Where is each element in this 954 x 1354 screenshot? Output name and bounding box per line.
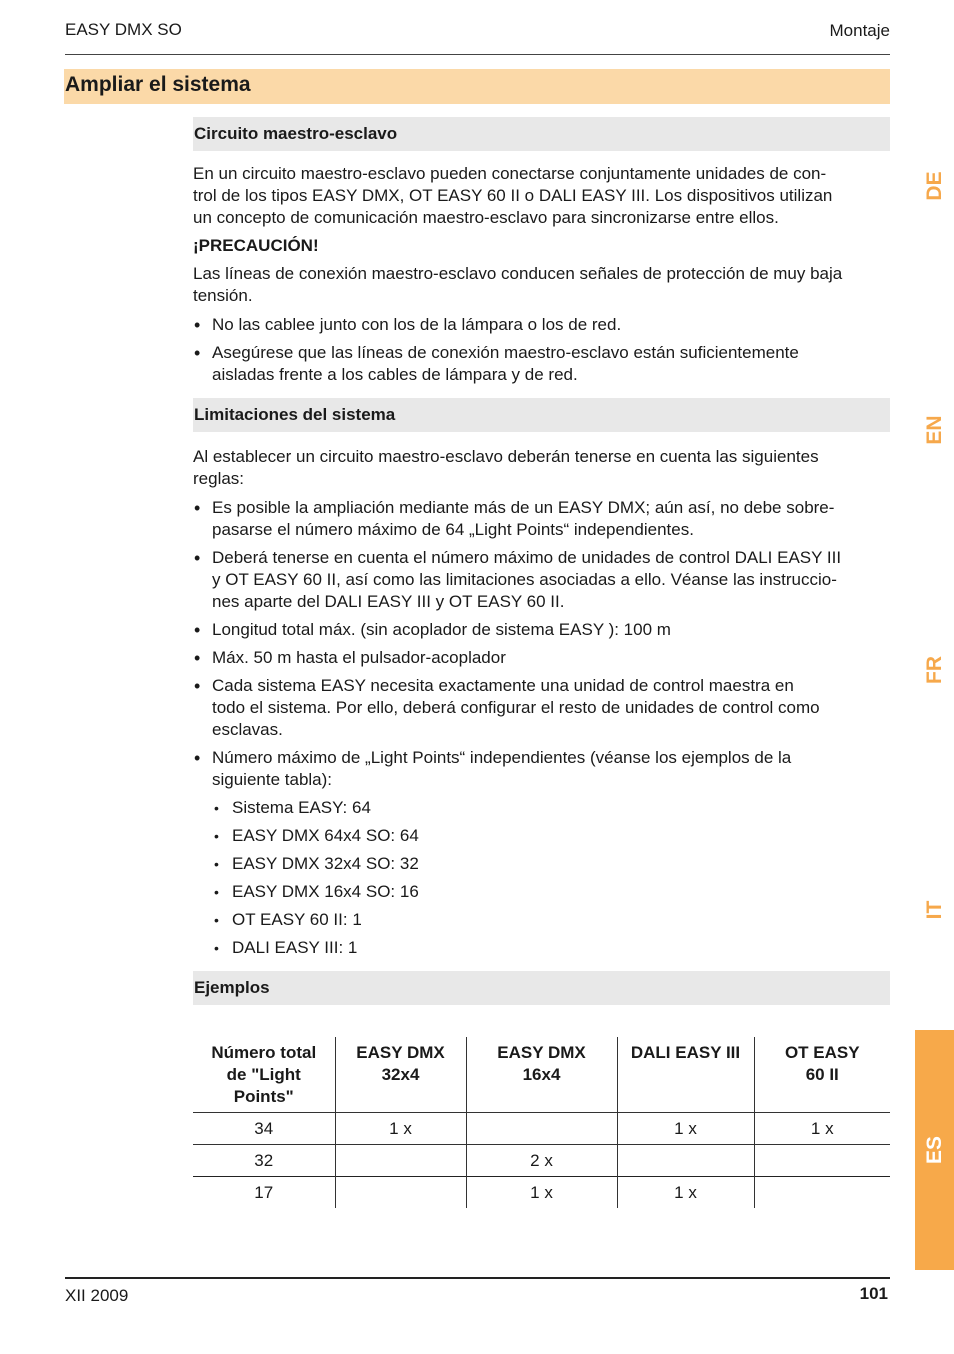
list-item — [193, 647, 890, 669]
text-line: reglas: — [193, 469, 245, 488]
list-item: • EASY DMX 32x4 SO: 32 — [193, 853, 890, 875]
tab-label: FR — [922, 656, 946, 684]
text-line: nes aparte del DALI EASY III y OT EASY 60 II. — [212, 592, 565, 611]
column-header-easy-dmx-32x4 — [335, 1037, 466, 1113]
header-divider — [65, 54, 890, 55]
language-tab-de[interactable] — [915, 66, 954, 306]
text-line: Máx. 50 m hasta el pulsador-acoplador — [212, 648, 506, 667]
subheading-master-slave: Circuito maestro-esclavo — [193, 117, 890, 151]
text-line: EASY DMX — [497, 1043, 586, 1062]
table-header-row — [193, 1037, 890, 1113]
text-line: todo el sistema. Por ello, deberá configurar el resto de unidades de control como — [212, 698, 820, 717]
text-line: y OT EASY 60 II, así como las limitaciones asociadas a ello. Véanse las instruccio- — [212, 570, 837, 589]
table-cell: 1 x — [617, 1177, 754, 1209]
text-line: OT EASY — [784, 1043, 860, 1062]
language-tab-en[interactable] — [915, 310, 954, 550]
table-cell: 1 x — [617, 1113, 754, 1145]
list-item: • EASY DMX 16x4 SO: 16 — [193, 881, 890, 903]
tab-label: IT — [922, 900, 946, 920]
list-item — [193, 314, 890, 336]
text-line: un concepto de comunicación maestro-esclavo para sincronizarse entre ellos. — [193, 208, 779, 227]
limitations-intro — [193, 446, 890, 490]
text-line: Las líneas de conexión maestro-esclavo conducen señales de protección de muy baja — [193, 264, 843, 283]
list-item — [193, 497, 890, 541]
light-points-sub-list — [193, 797, 890, 959]
text-line: 16x4 — [522, 1065, 561, 1084]
list-item — [193, 342, 890, 386]
table-cell — [335, 1145, 466, 1177]
text-line: de "Light — [226, 1065, 301, 1084]
footer-divider — [65, 1277, 890, 1279]
list-item — [193, 675, 890, 741]
page-number: 101 — [859, 1284, 888, 1303]
table-cell: 2 x — [466, 1145, 617, 1177]
text-line: DALI EASY III — [630, 1043, 741, 1062]
table-row — [193, 1145, 890, 1177]
limitations-bullet-list — [193, 497, 890, 791]
language-tab-es[interactable] — [915, 1030, 954, 1270]
list-item: • Sistema EASY: 64 — [193, 797, 890, 819]
text-line: Asegúrese que las líneas de conexión maestro-esclavo están suficientemente — [212, 343, 799, 362]
list-item: • DALI EASY III: 1 — [193, 937, 890, 959]
caution-text — [193, 263, 890, 307]
table-cell: 1 x — [335, 1113, 466, 1145]
footer-date: XII 2009 — [65, 1286, 129, 1305]
table-cell — [335, 1177, 466, 1209]
table-row — [193, 1177, 890, 1209]
subheading-limitations: Limitaciones del sistema — [193, 398, 890, 432]
text-line: Número máximo de „Light Points“ independientes (véanse los ejemplos de la — [212, 748, 792, 767]
text-line: Longitud total máx. (sin acoplador de sistema EASY ): 100 m — [212, 620, 671, 639]
table-cell: 1 x — [466, 1177, 617, 1209]
text-line: Es posible la ampliación mediante más de un EASY DMX; aún así, no debe sobre- — [212, 498, 835, 517]
list-item: • EASY DMX 64x4 SO: 64 — [193, 825, 890, 847]
examples-table — [193, 1037, 890, 1208]
text-line: No las cablee junto con los de la lámpara o los de red. — [212, 315, 622, 334]
header-product: EASY DMX SO — [65, 20, 182, 39]
text-line: Número total — [211, 1043, 317, 1062]
tab-label: EN — [922, 415, 946, 445]
table-row — [193, 1113, 890, 1145]
list-item — [193, 547, 890, 613]
subheading-examples: Ejemplos — [193, 971, 890, 1005]
text-line: esclavas. — [212, 720, 283, 739]
table-cell: 1 x — [754, 1113, 890, 1145]
column-header-easy-dmx-16x4 — [466, 1037, 617, 1113]
section-title: Ampliar el sistema — [65, 73, 251, 96]
table-cell — [466, 1113, 617, 1145]
column-header-ot-easy-60-ii — [754, 1037, 890, 1113]
tab-label: DE — [922, 171, 946, 201]
text-line: 60 II — [805, 1065, 839, 1084]
text-line: tensión. — [193, 286, 253, 305]
list-item — [193, 747, 890, 791]
tab-label: ES — [922, 1135, 946, 1165]
table-cell: 32 — [254, 1150, 274, 1170]
text-line: Points" — [233, 1087, 294, 1106]
language-tab-it[interactable] — [915, 790, 954, 1030]
table-cell — [617, 1145, 754, 1177]
text-line: Al establecer un circuito maestro-esclavo deberán tenerse en cuenta las siguientes — [193, 447, 819, 466]
text-line: trol de los tipos EASY DMX, OT EASY 60 II o DALI EASY III. Los dispositivos utilizan — [193, 186, 833, 205]
table-cell — [754, 1177, 890, 1209]
column-header-dali-easy-iii — [617, 1037, 754, 1113]
master-slave-intro — [193, 163, 890, 229]
text-line: En un circuito maestro-esclavo pueden conectarse conjuntamente unidades de con- — [193, 164, 827, 183]
caution-label: ¡PRECAUCIÓN! — [193, 236, 319, 255]
table-cell — [754, 1145, 890, 1177]
list-item — [193, 619, 890, 641]
list-item: • OT EASY 60 II: 1 — [193, 909, 890, 931]
text-line: aisladas frente a los cables de lámpara y de red. — [212, 365, 578, 384]
text-line: EASY DMX — [356, 1043, 445, 1062]
column-header-total-light-points — [193, 1037, 335, 1113]
text-line: 32x4 — [381, 1065, 420, 1084]
text-line: siguiente tabla): — [212, 770, 333, 789]
text-line: pasarse el número máximo de 64 „Light Points“ independientes. — [212, 520, 694, 539]
text-line: Deberá tenerse en cuenta el número máximo de unidades de control DALI EASY III — [212, 548, 842, 567]
table-cell: 34 — [254, 1118, 274, 1138]
main-content — [193, 117, 890, 1208]
text-line: Cada sistema EASY necesita exactamente una unidad de control maestra en — [212, 676, 794, 695]
header-chapter: Montaje — [829, 21, 890, 40]
caution-bullet-list — [193, 314, 890, 386]
language-tab-fr[interactable] — [915, 550, 954, 790]
table-cell: 17 — [254, 1182, 274, 1202]
